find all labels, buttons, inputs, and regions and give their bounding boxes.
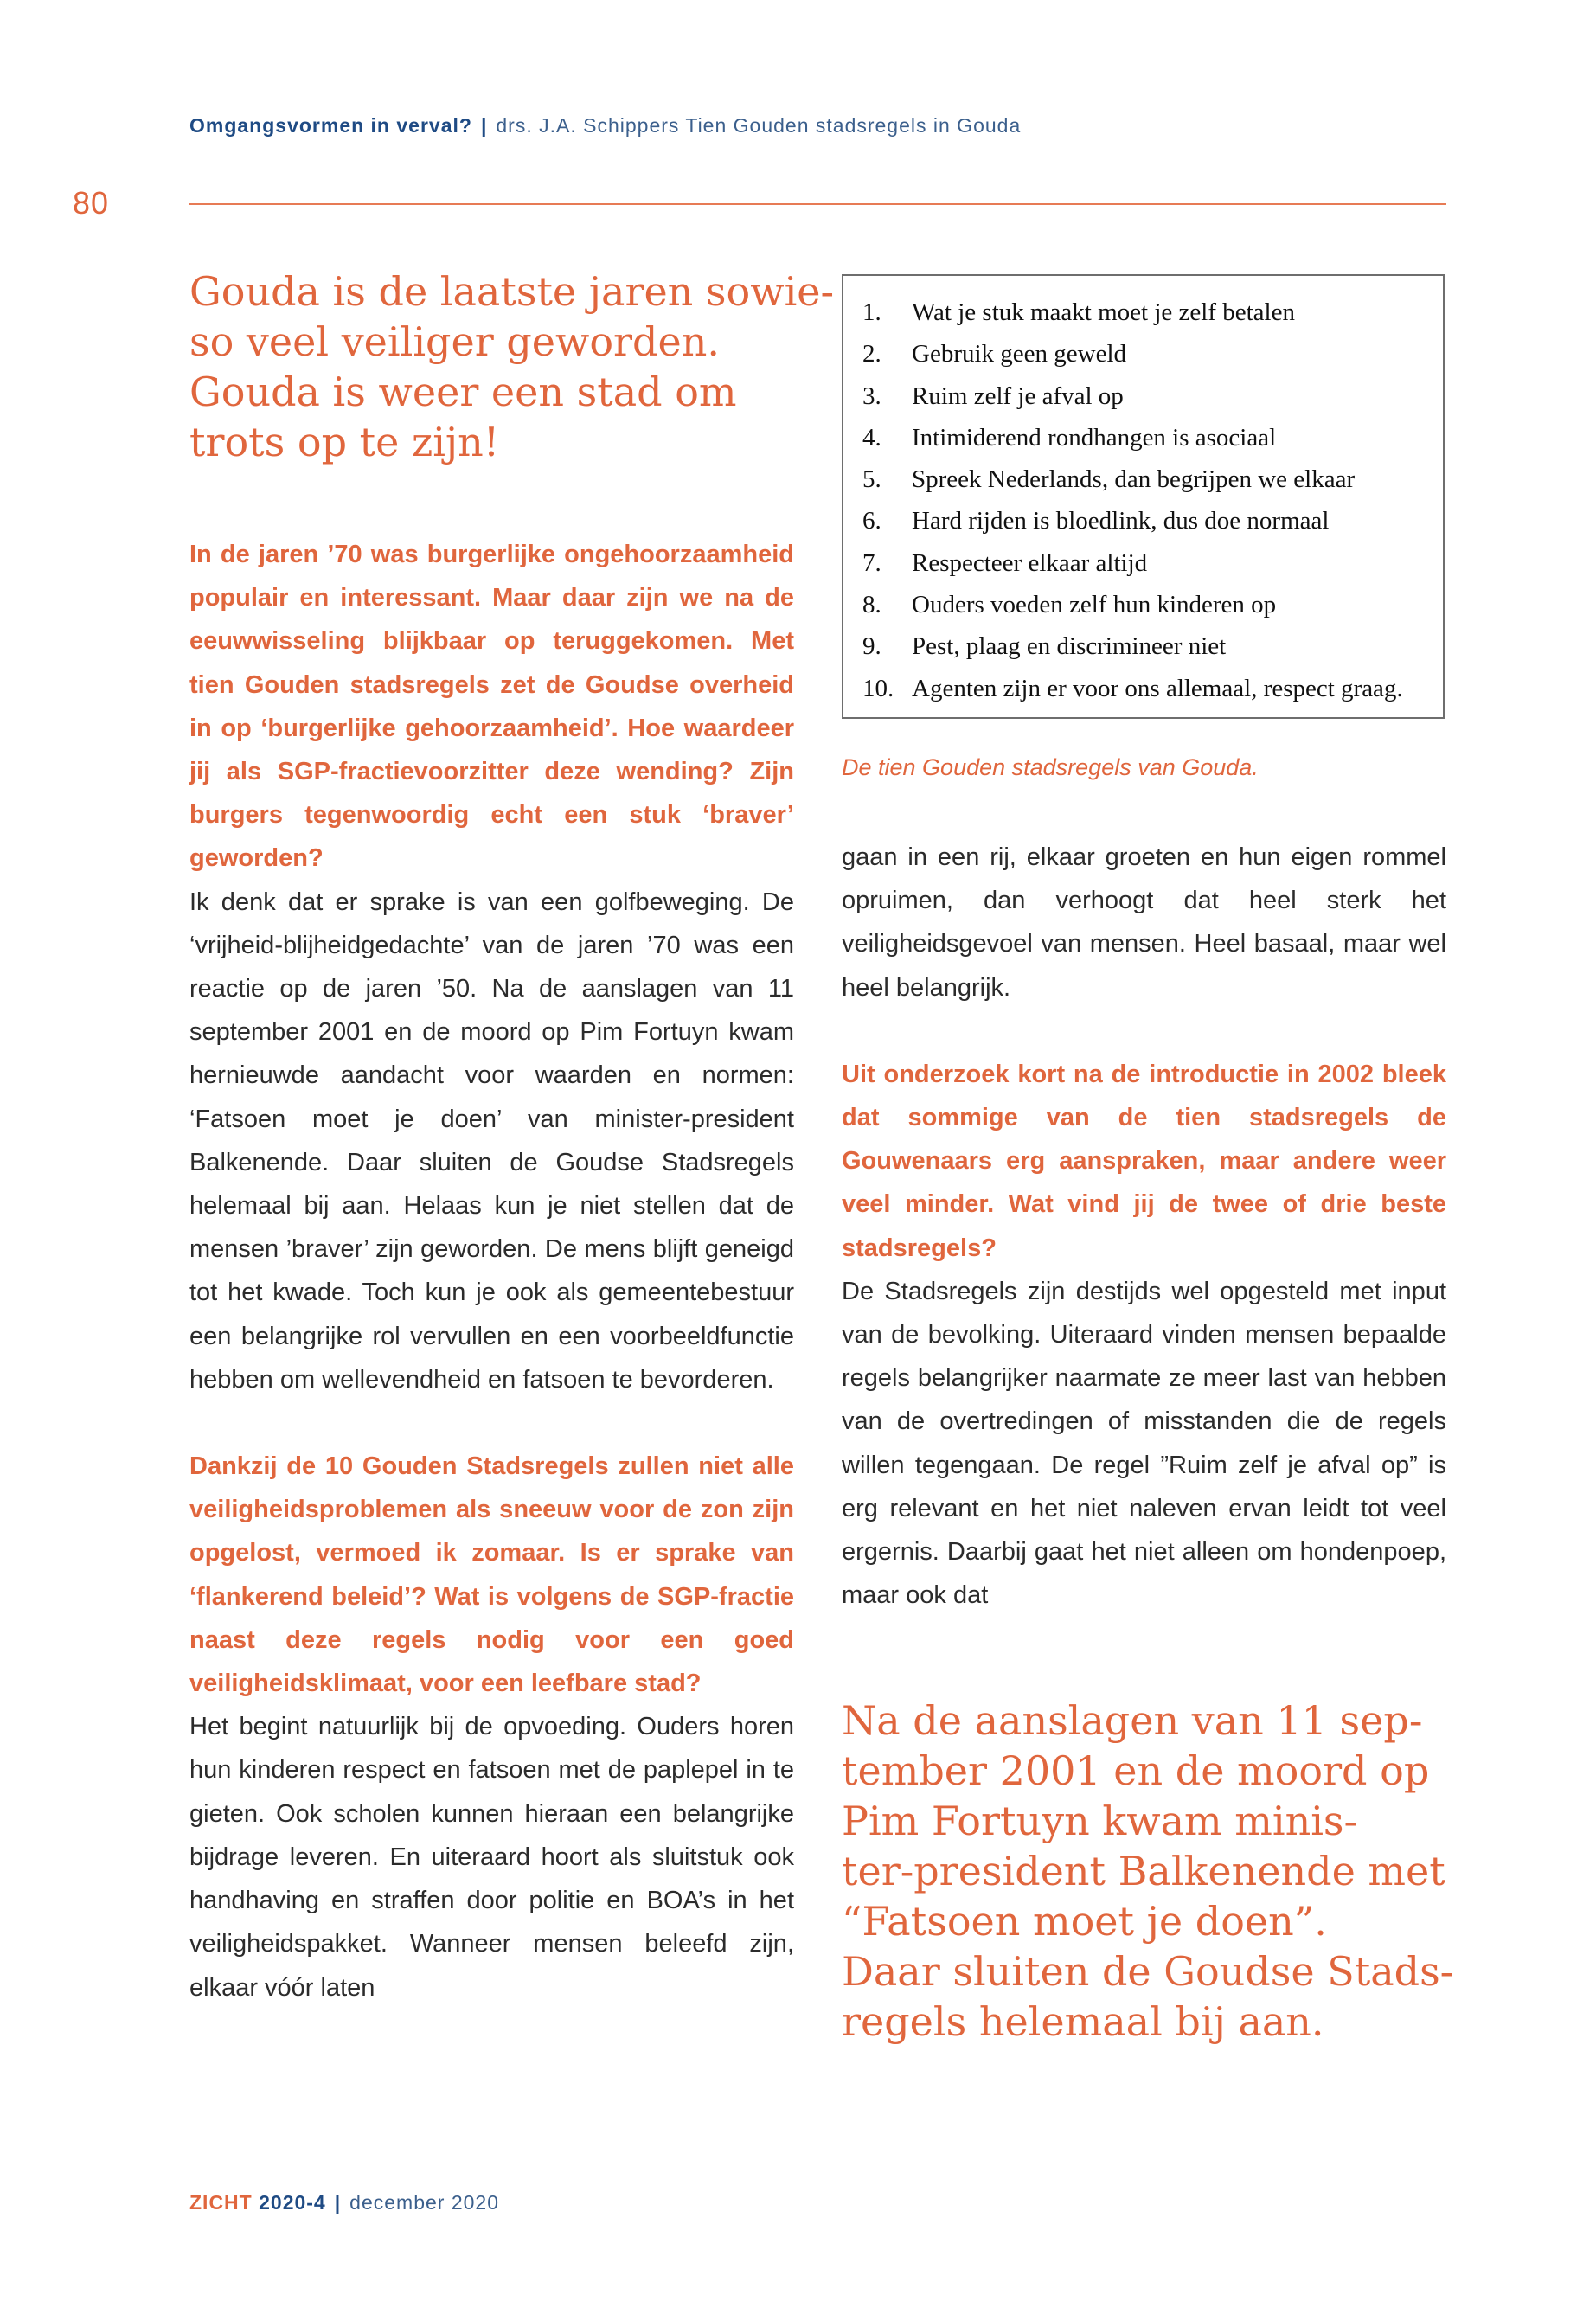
rule-text: Intimiderend rondhangen is asociaal [912, 423, 1277, 452]
rule-text: Ruim zelf je afval op [912, 381, 1124, 410]
pull-quote-line: Gouda is de laatste jaren sowie- [189, 268, 835, 315]
pull-quote-line: regels helemaal bij aan. [842, 1998, 1324, 2045]
header-separator: | [480, 114, 488, 137]
pull-quote-line: tember 2001 en de moord op [842, 1747, 1430, 1794]
rule-text: Gebruik geen geweld [912, 340, 1127, 369]
rule-item [843, 500, 1443, 542]
pull-quote-line: Gouda is weer een stad om [189, 369, 737, 415]
interview-answer: De Stadsregels zijn destijds wel opgesteld met input van de bevolking. Uiteraard vinden mensen bepaalde regels belangrijker naarmate ze meer last van hebben van de overtredingen of misstanden die de regels willen tegengaan. De regel ”Ruim zelf je afval op” is erg relevant en het niet naleven ervan leidt tot veel ergernis. Daarbij gaat het niet alleen om hondenpoep, maar ook dat [842, 1277, 1446, 1610]
rule-text: Wat je stuk maakt moet je zelf betalen [912, 298, 1295, 326]
footer-issue: 2020-4 [259, 2191, 326, 2214]
footer-magazine-name: ZICHT [189, 2191, 253, 2214]
pull-quote-bottom [842, 1695, 1465, 2047]
rule-item [843, 292, 1443, 333]
box-caption: De tien Gouden stadsregels van Gouda. [842, 754, 1259, 780]
pull-quote-line: so veel veiliger geworden. [189, 318, 720, 365]
rule-number: 8. [862, 591, 881, 619]
rule-number: 7. [862, 548, 881, 577]
interview-answer: Ik denk dat er sprake is van een golfbeweging. De ‘vrijheid-blijheidgedachte’ van de jaren ’70 was een reactie op de jaren ’50. Na de aanslagen van 11 september 2001 en de moord op Pim Fortuyn kwam hernieuwde aandacht voor waarden en normen: ‘Fatsoen moet je doen’ van minister-president Balkenende. Daar sluiten de Goudse Stadsregels helemaal bij aan. Helaas kun je niet stellen dat de mensen ’braver’ zijn geworden. De mens blijft geneigd tot het kwade. Toch kun je ook als gemeentebestuur een belangrijke rol vervullen en een voorbeeldfunctie hebben om wellevendheid en fatsoen te bevorderen. [189, 888, 794, 1394]
rule-text: Spreek Nederlands, dan begrijpen we elkaar [912, 465, 1356, 494]
rule-item [843, 417, 1443, 458]
rule-text: Agenten zijn er voor ons allemaal, respect graag. [912, 674, 1403, 702]
rule-number: 3. [862, 381, 881, 410]
rule-number: 10. [862, 674, 894, 702]
interview-question: Dankzij de 10 Gouden Stadsregels zullen niet alle veiligheidsproblemen als sneeuw voor de zon zijn opgelost, vermoed ik zomaar. Is er sprake van ‘flankerend beleid’? Wat is volgens de SGP-fractie naast deze regels nodig voor een goed veiligheidsklimaat, voor een leefbare stad? [189, 1452, 794, 1698]
page-number: 80 [73, 185, 110, 221]
pull-quote-line: Na de aanslagen van 11 sep- [842, 1697, 1423, 1744]
right-text-column [842, 836, 1446, 1617]
pull-quote-line: trots op te zijn! [189, 419, 500, 465]
rule-text: Pest, plaag en discrimineer niet [912, 632, 1227, 661]
rule-number: 4. [862, 423, 881, 452]
stadsregels-box [842, 274, 1445, 719]
header-rule [189, 203, 1446, 205]
pull-quote-line: Pim Fortuyn kwam minis- [842, 1798, 1358, 1844]
rule-text: Ouders voeden zelf hun kinderen op [912, 591, 1277, 619]
rule-item [843, 584, 1443, 625]
rule-text: Hard rijden is bloedlink, dus doe normaal [912, 507, 1330, 535]
left-text-column [189, 533, 794, 2009]
pull-quote-line: Daar sluiten de Goudse Stads- [842, 1948, 1454, 1995]
header-author-title: drs. J.A. Schippers Tien Gouden stadsregels in Gouda [496, 114, 1022, 137]
rule-item [843, 458, 1443, 500]
rule-item [843, 333, 1443, 375]
rule-number: 6. [862, 507, 881, 535]
interview-question: In de jaren ’70 was burgerlijke ongehoorzaamheid populair en interessant. Maar daar zijn we na de eeuwwisseling blijkbaar op teruggekomen. Met tien Gouden stadsregels zet de Goudse overheid in op ‘burgerlijke gehoorzaamheid’. Hoe waardeer jij als SGP-fractievoorzitter deze wending? Zijn burgers tegenwoordig echt een stuk ‘braver’ geworden? [189, 541, 794, 873]
interview-answer: Het begint natuurlijk bij de opvoeding. Ouders horen hun kinderen respect en fatsoen met de paplepel in te gieten. Ook scholen kunnen hieraan een belangrijke bijdrage leveren. En uiteraard hoort als sluitstuk ook handhaving en straffen door politie en BOA’s in het veiligheidspakket. Wanneer mensen beleefd zijn, elkaar vóór laten [189, 1713, 794, 2002]
page-footer [189, 2191, 499, 2214]
pull-quote-top [189, 266, 835, 467]
rule-item [843, 668, 1443, 709]
interview-question: Uit onderzoek kort na de introductie in 2002 bleek dat sommige van de tien stadsregels de Gouwenaars erg aanspraken, maar andere weer veel minder. Wat vind jij de twee of drie beste stadsregels? [842, 1060, 1446, 1262]
running-header [189, 114, 1054, 138]
interview-answer: gaan in een rij, elkaar groeten en hun eigen rommel opruimen, dan verhoogt dat heel sterk het veiligheidsgevoel van mensen. Heel basaal, maar wel heel belangrijk. [842, 843, 1446, 1002]
pull-quote-line: ter-president Balkenende met [842, 1848, 1445, 1894]
footer-date: december 2020 [349, 2191, 500, 2214]
rule-number: 9. [862, 632, 881, 661]
rule-number: 2. [862, 340, 881, 369]
rule-text: Respecteer elkaar altijd [912, 548, 1148, 577]
rule-item [843, 625, 1443, 667]
rule-item [843, 375, 1443, 417]
footer-separator: | [334, 2191, 342, 2214]
rule-number: 1. [862, 298, 881, 326]
pull-quote-line: “Fatsoen moet je doen”. [842, 1898, 1327, 1945]
rule-item [843, 542, 1443, 584]
header-series-title: Omgangsvormen in verval? [189, 114, 472, 137]
rule-number: 5. [862, 465, 881, 494]
